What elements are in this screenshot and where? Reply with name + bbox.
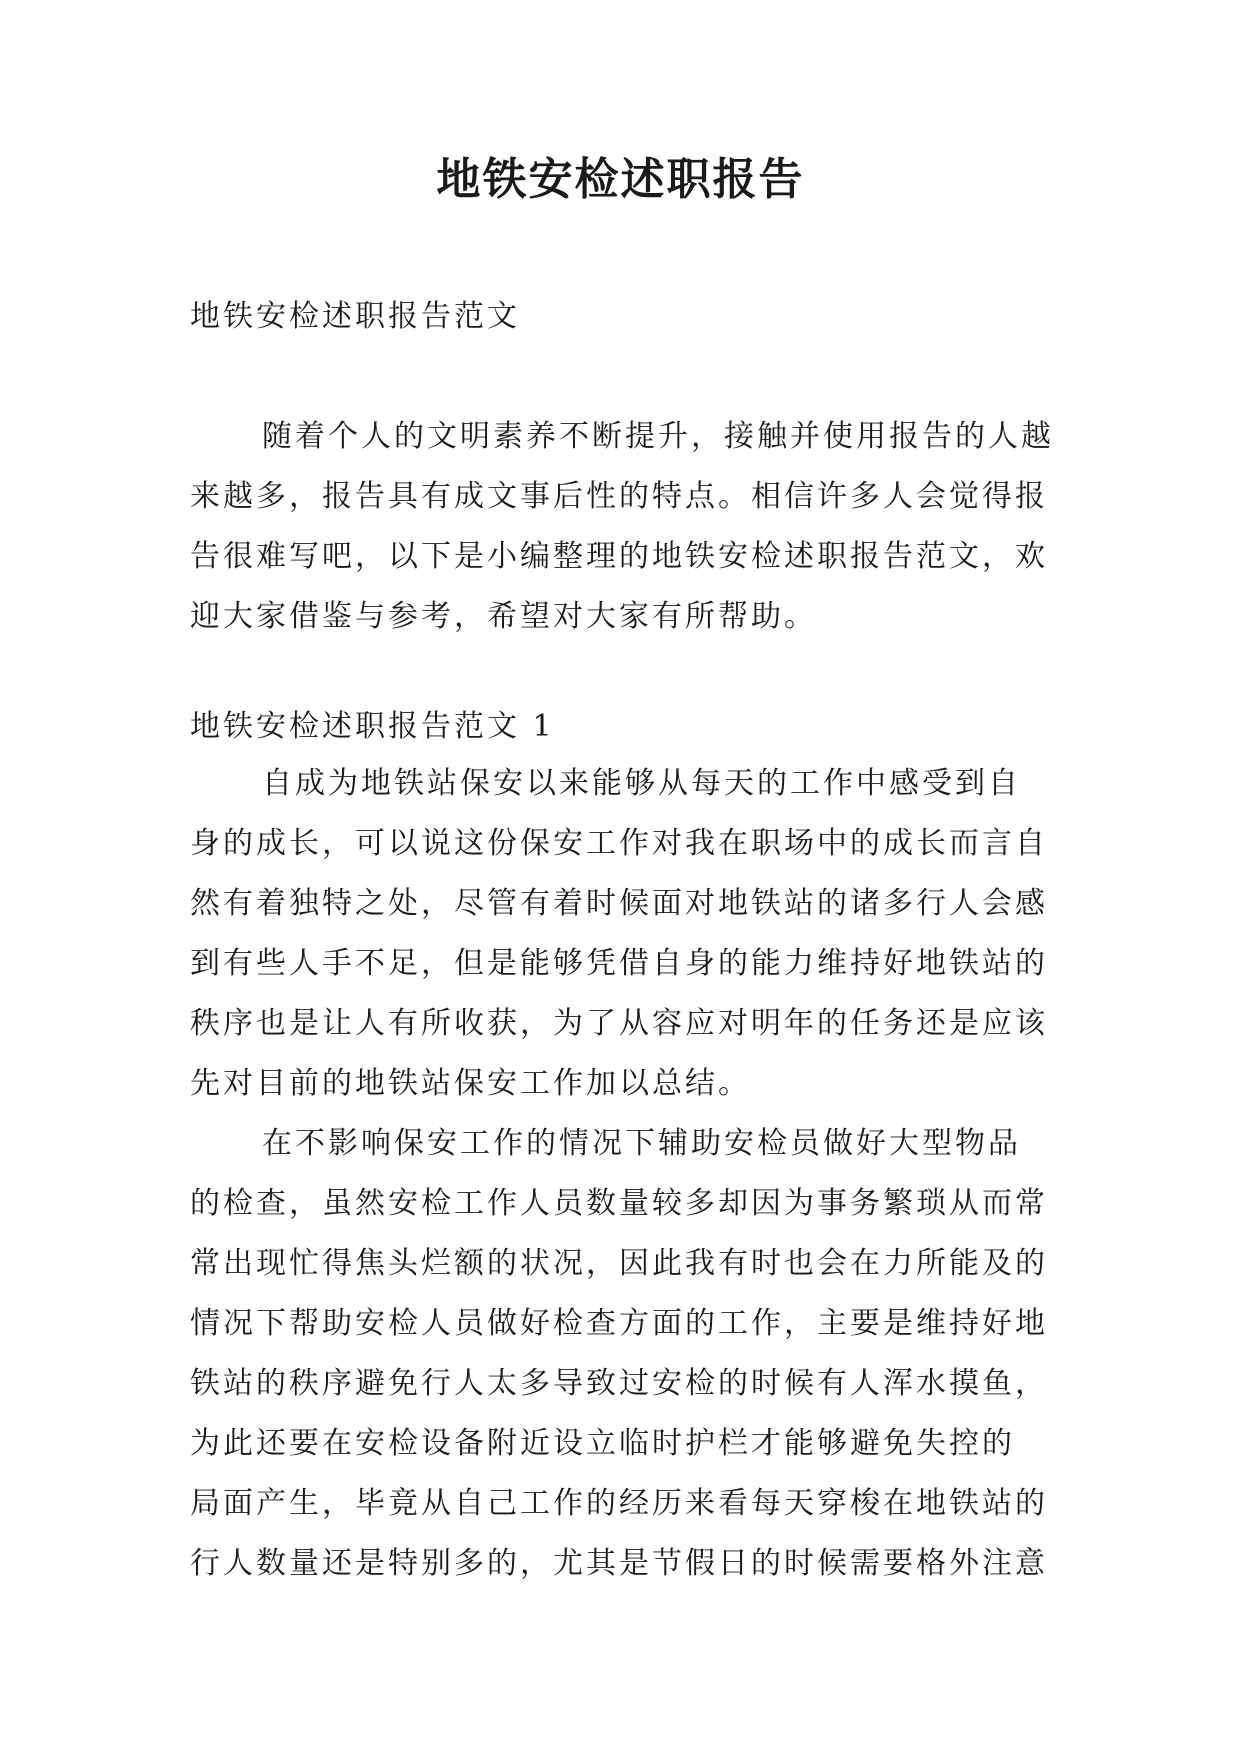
paragraph-line: 先对目前的地铁站保安工作加以总结。 bbox=[190, 1066, 751, 1101]
intro-line: 随着个人的文明素养不断提升，接触并使用报告的人越 bbox=[262, 419, 1054, 454]
paragraph-line: 铁站的秩序避免行人太多导致过安检的时候有人浑水摸鱼， bbox=[190, 1366, 1048, 1401]
paragraph-line: 情况下帮助安检人员做好检查方面的工作，主要是维持好地 bbox=[190, 1306, 1048, 1341]
intro-paragraph bbox=[190, 407, 1060, 647]
paragraph-line: 到有些人手不足，但是能够凭借自身的能力维持好地铁站的 bbox=[190, 946, 1048, 981]
paragraph-line: 在不影响保安工作的情况下辅助安检员做好大型物品 bbox=[262, 1126, 1021, 1161]
document-subtitle: 地铁安检述职报告范文 bbox=[190, 299, 520, 334]
paragraph-line: 行人数量还是特别多的，尤其是节假日的时候需要格外注意 bbox=[190, 1546, 1048, 1581]
body-paragraph-1 bbox=[190, 754, 1060, 1114]
paragraph-line: 秩序也是让人有所收获，为了从容应对明年的任务还是应该 bbox=[190, 1006, 1048, 1041]
section-body bbox=[190, 754, 1060, 1594]
paragraph-line: 然有着独特之处，尽管有着时候面对地铁站的诸多行人会感 bbox=[190, 886, 1048, 921]
intro-line: 告很难写吧，以下是小编整理的地铁安检述职报告范文，欢 bbox=[190, 539, 1048, 574]
document-title: 地铁安检述职报告 bbox=[436, 154, 805, 205]
paragraph-line: 身的成长，可以说这份保安工作对我在职场中的成长而言自 bbox=[190, 826, 1048, 861]
paragraph-line: 常出现忙得焦头烂额的状况，因此我有时也会在力所能及的 bbox=[190, 1246, 1048, 1281]
body-paragraph-2 bbox=[190, 1114, 1060, 1594]
section-heading: 地铁安检述职报告范文 1 bbox=[190, 709, 555, 744]
paragraph-line: 的检查，虽然安检工作人员数量较多却因为事务繁琐从而常 bbox=[190, 1186, 1048, 1221]
paragraph-line: 自成为地铁站保安以来能够从每天的工作中感受到自 bbox=[262, 766, 1021, 801]
paragraph-line: 局面产生，毕竟从自己工作的经历来看每天穿梭在地铁站的 bbox=[190, 1486, 1048, 1521]
paragraph-line: 为此还要在安检设备附近设立临时护栏才能够避免失控的 bbox=[190, 1426, 1015, 1461]
intro-line: 迎大家借鉴与参考，希望对大家有所帮助。 bbox=[190, 599, 817, 634]
intro-line: 来越多，报告具有成文事后性的特点。相信许多人会觉得报 bbox=[190, 479, 1048, 514]
